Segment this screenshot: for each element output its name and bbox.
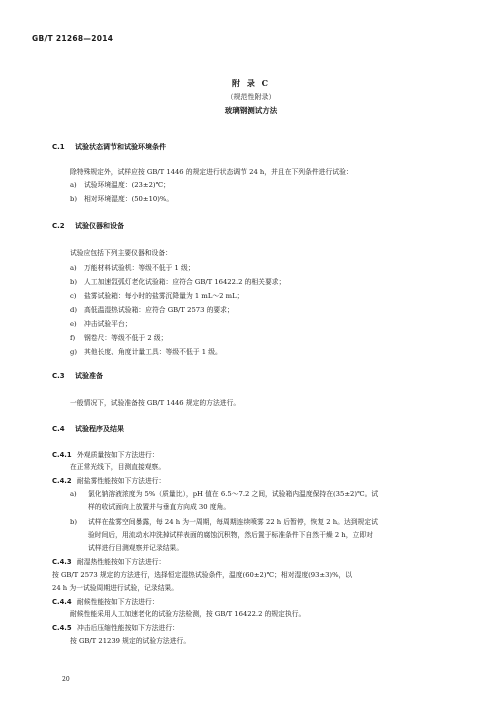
section-c2-heading [52,221,124,231]
appendix-title: 附 录 C [232,78,270,88]
list-label: g) [70,348,78,356]
section-c1-heading [52,142,166,152]
list-text-line: 氯化钠溶液浓度为 5%（质量比），pH 值在 6.5～7.2 之间，试验箱内温度保持在(35±2)℃。试 [88,490,379,498]
list-item [70,180,170,190]
list-text: 试验环境温度：(23±2)℃； [84,181,170,189]
list-text-line: 样的收试面向上放置并与垂直方向成 30 度角。 [88,503,231,511]
subsection-c42-heading [52,475,165,485]
section-title: 试验状态调节和试验环境条件 [75,143,166,151]
section-number: C.4 [52,425,65,433]
subsection-number: C.4.1 [52,451,72,459]
list-text-line: 试样在盐雾空间暴露，每 24 h 为一周期，每周期连续喷雾 22 h 后暂停，恢复 2 h。达到规定试 [88,518,378,526]
list-label: f) [70,334,76,342]
section-number: C.1 [52,143,65,151]
list-label: a) [70,490,77,498]
standard-number: GB/T 21268—2014 [32,34,114,43]
list-label: b) [70,195,78,203]
subsection-number: C.4.3 [52,558,72,566]
list-text: 相对环境湿度：(50±10)%。 [84,195,174,203]
subsection-title: 耐盐雾性能按如下方法进行： [77,477,166,485]
list-label: e) [70,320,77,328]
section-title: 试验仪器和设备 [75,222,124,230]
section-c3-text: 一般情况下，试验准备按 GB/T 1446 规定的方法进行。 [70,399,241,407]
appendix-subtitle: （规范性附录） [226,93,276,101]
list-item [70,319,132,329]
list-text-line: 验时间后，用流动水冲洗掉试样表面的腐蚀沉积物，然后置于标准条件下自然干燥 2 h，立即对 [88,531,373,539]
section-c4-heading [52,424,124,434]
section-c2-intro: 试验应包括下列主要仪器和设备： [70,249,172,257]
list-text: 盐雾试验箱：每小时的盐雾沉降量为 1 mL～2 mL； [84,292,244,300]
subsection-number: C.4.5 [52,624,72,632]
subsection-c45-body: 按 GB/T 21239 规定的试验方法进行。 [70,637,191,645]
list-item [70,333,167,343]
list-item [70,347,222,357]
list-item [70,291,243,301]
list-label: a) [70,264,77,272]
list-item [70,305,234,315]
list-text: 其他长度、角度计量工具：等级不低于 1 级。 [84,348,222,356]
list-text: 冲击试验平台； [84,320,132,328]
section-c1-intro: 除特殊规定外，试样应按 GB/T 1446 的规定进行状态调节 24 h，并且在下列条件进行试验： [70,168,353,176]
section-c3-heading [52,371,103,381]
list-text: 人工加速氙弧灯老化试验箱：应符合 GB/T 16422.2 的相关要求； [84,278,286,286]
subsection-title: 外观质量按如下方法进行： [77,451,159,459]
section-title: 试验准备 [75,372,103,380]
list-label: b) [70,278,78,286]
section-number: C.3 [52,372,65,380]
subsection-c41-body: 在正常光线下，目测直接观察。 [70,463,166,471]
subsection-c41-heading [52,449,159,459]
list-text: 高低温湿热试验箱：应符合 GB/T 2573 的要求； [84,306,234,314]
list-item [70,277,285,287]
subsection-c44-body: 耐候性能采用人工加速老化的试验方法检测，按 GB/T 16422.2 的规定执行。 [70,610,306,618]
list-item [70,194,173,204]
section-title: 试验程序及结果 [75,425,124,433]
subsection-c45-heading [52,622,179,632]
subsection-c43-line: 按 GB/T 2573 规定的方法进行，选择恒定湿热试验条件，温度(60±2)℃；相对湿度(93±3)%，以 [52,571,353,579]
list-item [70,263,195,273]
list-label: b) [70,518,78,526]
appendix-name: 玻璃钢测试方法 [224,106,278,115]
list-text-line: 试样进行目测观察并记录结果。 [88,544,184,552]
subsection-number: C.4.2 [52,477,72,485]
section-number: C.2 [52,222,65,230]
subsection-title: 耐候性能按如下方法进行： [77,598,159,606]
list-label: a) [70,181,77,189]
subsection-c44-heading [52,596,159,606]
list-text: 万能材料试验机：等级不低于 1 级； [84,264,195,272]
subsection-title: 耐湿热性能按如下方法进行： [77,558,166,566]
subsection-c43-heading [52,556,165,566]
page-number: 20 [62,676,70,683]
list-text: 钢卷尺：等级不低于 2 级； [84,334,168,342]
subsection-c43-line: 24 h 为一试验周期进行试验，记录结果。 [52,584,179,592]
subsection-number: C.4.4 [52,598,72,606]
list-label: c) [70,292,77,300]
list-label: d) [70,306,78,314]
subsection-title: 冲击后压缩性能按如下方法进行： [77,624,179,632]
